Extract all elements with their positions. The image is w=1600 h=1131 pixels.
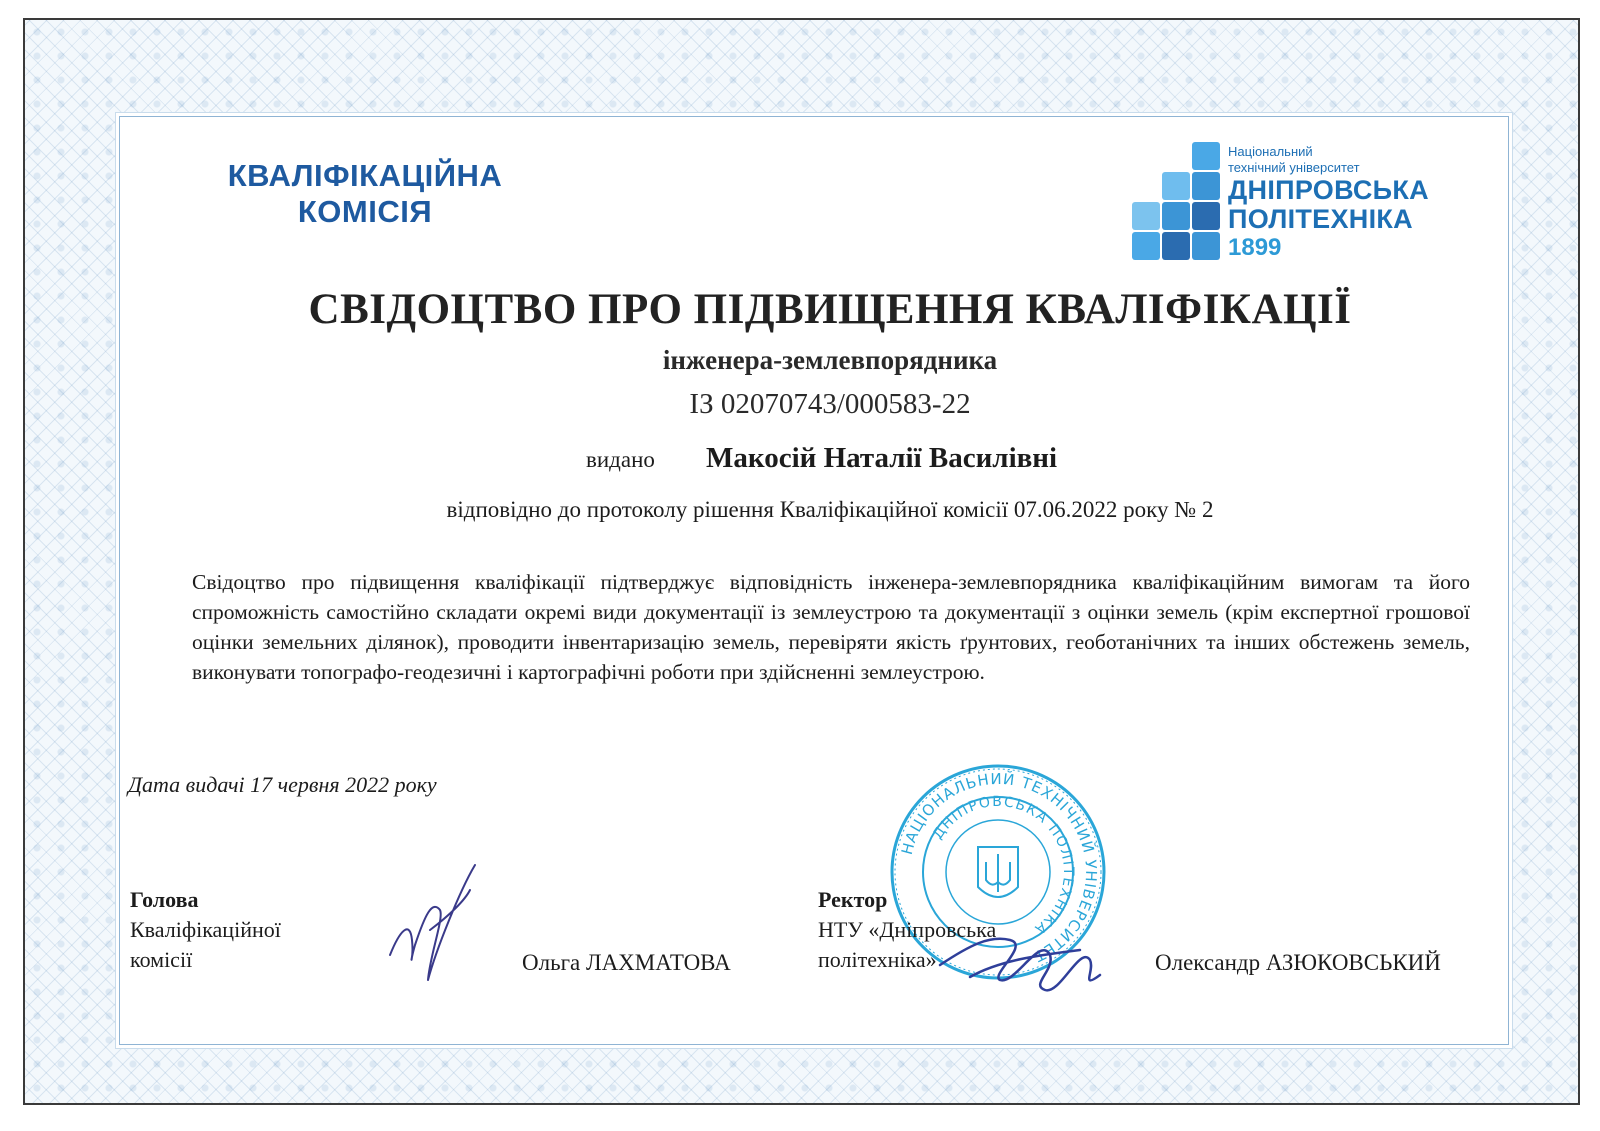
commission-line-2: КОМІСІЯ	[297, 194, 433, 229]
svg-text:НАЦІОНАЛЬНИЙ ТЕХНІЧНИЙ УНІВЕРС: НАЦІОНАЛЬНИЙ ТЕХНІЧНИЙ УНІВЕРСИТЕТ	[897, 769, 1101, 966]
head-line-3: комісії	[130, 947, 193, 972]
certificate-title: СВІДОЦТВО ПРО ПІДВИЩЕННЯ КВАЛІФІКАЦІЇ	[308, 286, 1352, 333]
rector-line-3: політехніка»	[818, 947, 937, 972]
certificate-subtitle: інженера-землевпорядника	[662, 345, 998, 375]
issued-label: видано	[586, 447, 655, 472]
certificate-number: ІЗ 02070743/000583-22	[689, 388, 971, 420]
rector-line-2: НТУ «Дніпровська	[818, 917, 997, 942]
protocol-line: відповідно до протоколу рішення Кваліфікаційної комісії 07.06.2022 року № 2	[446, 497, 1214, 522]
rector-signature	[930, 905, 1110, 1015]
rector-name: Олександр АЗЮКОВСЬКИЙ	[1155, 950, 1441, 975]
head-name: Ольга ЛАХМАТОВА	[522, 950, 731, 975]
commission-line-1: КВАЛІФІКАЦІЙНА	[227, 158, 503, 193]
certificate-body-text: Свідоцтво про підвищення кваліфікації підтверджує відповідність інженера-землевпорядника кваліфікаційним вимогам та його спроможність самостійно складати окремі види документації із землеустрою та документації з оцінки земель (крім експертної грошової оцінки земельних ділянок), проводити інвентаризацію земель, перевіряти якість ґрунтових, геоботанічних та інших обстежень земель, виконувати топографо-геодезичні і картографічні роботи при здійсненні землеустрою.	[192, 570, 1470, 684]
logo-name-1: ДНІПРОВСЬКА	[1228, 175, 1429, 205]
head-signature	[370, 860, 500, 990]
rector-title: Ректор	[818, 887, 888, 912]
recipient-name: Макосій Наталії Василівні	[706, 442, 1058, 474]
head-title: Голова	[130, 887, 199, 912]
issue-date: Дата видачі 17 червня 2022 року	[128, 772, 437, 797]
commission-head-label	[130, 885, 281, 975]
logo-year: 1899	[1228, 234, 1282, 261]
university-logo	[1130, 138, 1460, 266]
logo-line-2: технічний університет	[1228, 160, 1360, 175]
qualification-commission-heading	[205, 158, 525, 230]
logo-name-2: ПОЛІТЕХНІКА	[1228, 204, 1413, 234]
logo-line-1: Національний	[1228, 144, 1313, 159]
svg-text:ДНІПРОВСЬКА ПОЛІТЕХНІКА: ДНІПРОВСЬКА ПОЛІТЕХНІКА	[929, 793, 1077, 938]
head-line-2: Кваліфікаційної	[130, 917, 281, 942]
